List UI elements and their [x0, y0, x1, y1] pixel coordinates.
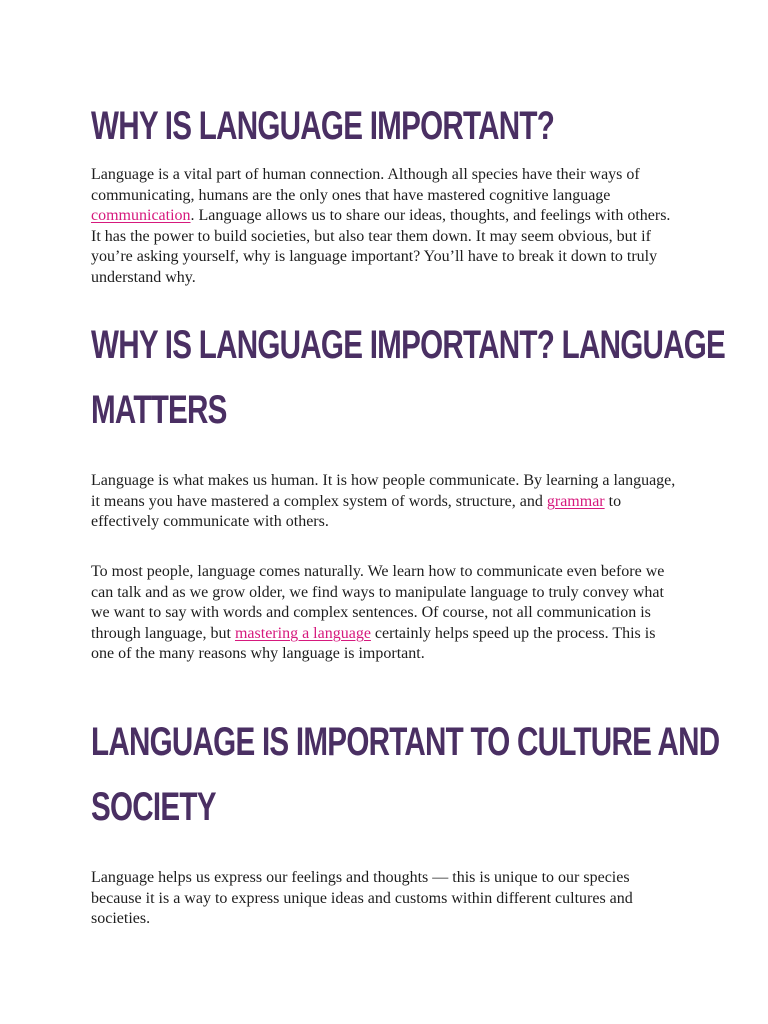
paragraph-text-after: certainly helps speed up the process. This is one of the many reasons why language is important.	[91, 624, 656, 662]
main-heading: WHY IS LANGUAGE IMPORTANT?	[91, 104, 555, 148]
section-heading-language-matters-line2: MATTERS	[91, 388, 227, 432]
paragraph-comes-naturally	[91, 562, 681, 665]
mastering-a-language-link[interactable]: mastering a language	[234, 624, 371, 642]
section-heading-culture-society-line2: SOCIETY	[91, 785, 216, 829]
intro-text-after: . Language allows us to share our ideas, thoughts, and feelings with others. It has the power to build societies, but also tear them down. It may seem obvious, but if you’re asking yourself, why is language important? You’ll have to break it down to truly understand why.	[91, 207, 671, 286]
grammar-link[interactable]: grammar	[546, 492, 605, 510]
paragraph-text-after: to effectively communicate with others.	[91, 492, 622, 530]
section-heading-language-matters-line1: WHY IS LANGUAGE IMPORTANT? LANGUAGE	[91, 323, 726, 367]
paragraph-makes-us-human	[91, 471, 681, 533]
section-heading-culture-society-line1: LANGUAGE IS IMPORTANT TO CULTURE AND	[91, 720, 720, 764]
paragraph-text-before: To most people, language comes naturally. We learn how to communicate even before we can talk and as we grow older, we find ways to manipulate language to truly convey what we want to say with words and complex sentences. Of course, not all communication is through language, but	[91, 563, 665, 642]
paragraph-express-feelings: Language helps us express our feelings and thoughts — this is unique to our species because it is a way to express unique ideas and customs within different cultures and societies.	[91, 869, 633, 927]
communication-link[interactable]: communication	[91, 207, 191, 224]
intro-text-before: Language is a vital part of human connection. Although all species have their ways of communicating, humans are the only ones that have mastered cognitive language	[91, 166, 640, 204]
intro-paragraph	[91, 165, 681, 288]
paragraph-text-before: Language is what makes us human. It is how people communicate. By learning a language, it means you have mastered a complex system of words, structure, and	[91, 472, 676, 510]
